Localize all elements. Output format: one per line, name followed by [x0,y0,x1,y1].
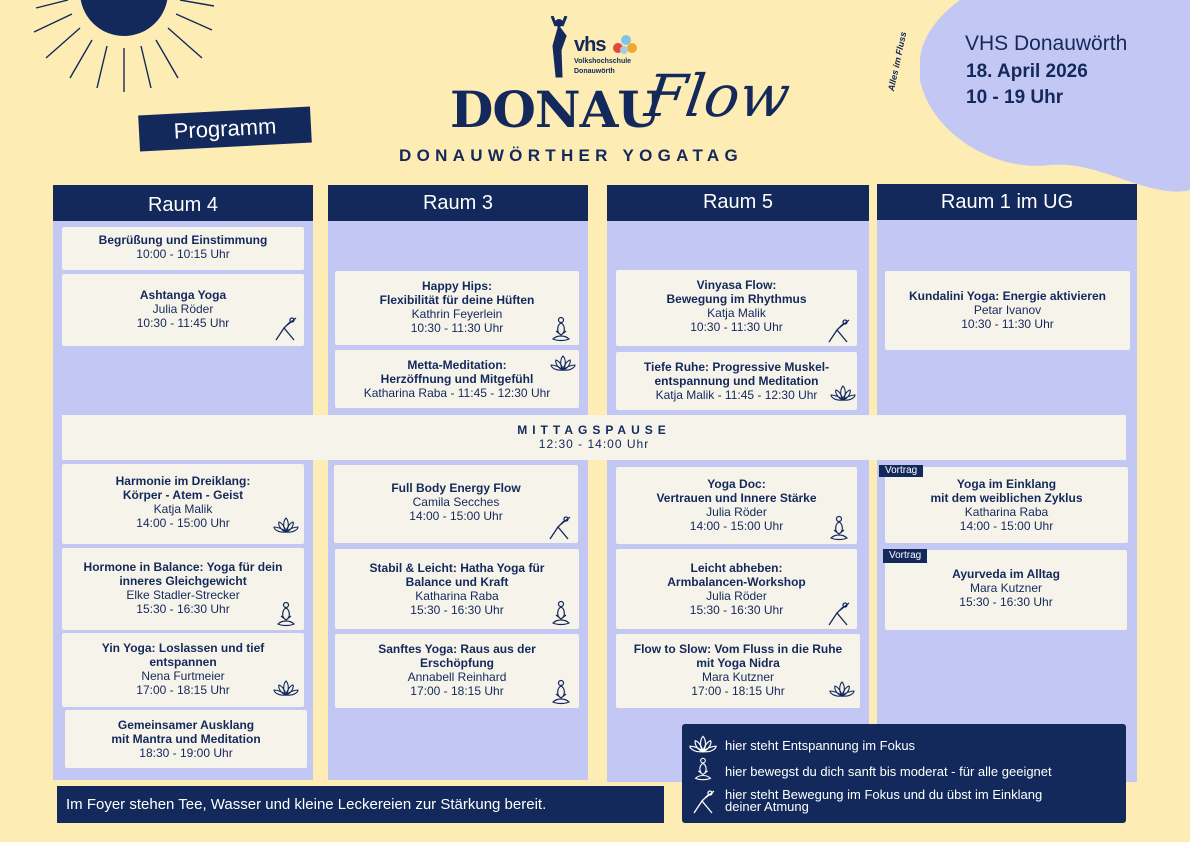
event-card[interactable]: Harmonie im Dreiklang: Körper - Atem - Geist Katja Malik 14:00 - 15:00 Uhr [62,464,304,544]
meditation-icon [272,600,300,628]
legend-text: hier steht Entspannung im Fokus [725,738,916,753]
meditation-icon [547,315,575,343]
vortrag-badge: Vortrag [879,465,923,477]
sun-illustration [0,0,220,100]
event-card[interactable]: Hormone in Balance: Yoga für dein inneres Gleichgewicht Elke Stadler-Strecker 15:30 - 16:30 Uhr [62,548,304,630]
event-card[interactable]: Ashtanga Yoga Julia Röder 10:30 - 11:45 Uhr [62,274,304,346]
event-card[interactable]: Happy Hips: Flexibilität für deine Hüften Kathrin Feyerlein 10:30 - 11:30 Uhr [335,271,579,345]
lotus-icon [549,350,577,378]
meditation-icon [547,599,575,627]
event-card[interactable]: Leicht abheben: Armbalancen-Workshop Julia Röder 15:30 - 16:30 Uhr [616,549,857,629]
lotus-icon [828,676,856,704]
title-script: Flow [641,62,795,130]
vhs-logo: vhs Volkshochschule Donauwörth [548,16,648,80]
venue: VHS Donauwörth [965,32,1128,55]
event-card[interactable]: Gemeinsamer Ausklang mit Mantra und Meditation 18:30 - 19:00 Uhr [65,710,307,768]
lotus-icon [272,675,300,703]
room-header-4: Raum 4 [53,185,313,221]
event-card[interactable]: Vinyasa Flow: Bewegung im Rhythmus Katja Malik 10:30 - 11:30 Uhr [616,270,857,346]
yoga-pose-icon [546,513,574,541]
event-card[interactable]: Yoga Doc: Vertrauen und Innere Stärke Julia Röder 14:00 - 15:00 Uhr [616,467,857,544]
meditation-icon [547,678,575,706]
event-date: 18. April 2026 [966,61,1088,82]
event-card[interactable]: Yoga im Einklang mit dem weiblichen Zyklus Katharina Raba 14:00 - 15:00 Uhr [885,467,1128,543]
subtitle: DONAUWÖRTHER YOGATAG [399,146,743,165]
room-header-1: Raum 1 im UG [877,184,1137,220]
event-card[interactable]: Yin Yoga: Loslassen und tief entspannen Nena Furtmeier 17:00 - 18:15 Uhr [62,633,304,707]
lotus-icon [829,380,857,408]
lunch-break-banner: MITTAGSPAUSE 12:30 - 14:00 Uhr [62,415,1126,460]
event-card[interactable]: Kundalini Yoga: Energie aktivieren Petar Ivanov 10:30 - 11:30 Uhr [885,271,1130,350]
event-card[interactable]: Stabil & Leicht: Hatha Yoga für Balance und Kraft Katharina Raba 15:30 - 16:30 Uhr [335,549,579,629]
lotus-icon [686,732,720,756]
event-card[interactable]: Metta-Meditation: Herzöffnung und Mitgefühl Katharina Raba - 11:45 - 12:30 Uhr [335,350,579,408]
room-header-3: Raum 3 [328,185,588,221]
event-card[interactable]: Sanftes Yoga: Raus aus der Erschöpfung Annabell Reinhard 17:00 - 18:15 Uhr [335,634,579,708]
legend-text: hier steht Bewegung im Fokus und du übst im Einklang deiner Atmung [725,787,1043,814]
meditation-icon [690,756,716,782]
slogan: Alles im Fluss [886,30,909,93]
vhs-logo-dots [612,34,640,56]
event-card[interactable]: Full Body Energy Flow Camila Secches 14:00 - 15:00 Uhr [334,465,578,543]
event-card[interactable]: Flow to Slow: Vom Fluss in die Ruhe mit Yoga Nidra Mara Kutzner 17:00 - 18:15 Uhr [616,634,860,708]
programm-label: Programm [138,107,312,152]
event-card[interactable]: Ayurveda im Alltag Mara Kutzner 15:30 - 16:30 Uhr [885,550,1127,630]
event-card[interactable]: Tiefe Ruhe: Progressive Muskel- entspannung und Meditation Katja Malik - 11:45 - 12:30 Uhr [616,352,857,410]
legend-box [682,724,1126,823]
yoga-pose-icon [825,599,853,627]
yoga-pose-icon [272,314,300,342]
meditation-icon [825,514,853,542]
yoga-pose-icon [825,316,853,344]
legend-text: hier bewegst du dich sanft bis moderat - für alle geeignet [725,764,1052,779]
title-main: DONAU [450,80,661,139]
room-header-5: Raum 5 [607,185,869,221]
vortrag-badge: Vortrag [883,549,927,563]
footer-note: Im Foyer stehen Tee, Wasser und kleine Leckereien zur Stärkung bereit. [57,786,664,823]
yoga-pose-icon [690,786,718,816]
lotus-icon [272,512,300,540]
event-time: 10 - 19 Uhr [966,87,1064,108]
yoga-figure-icon [548,16,570,78]
event-card[interactable]: Begrüßung und Einstimmung 10:00 - 10:15 Uhr [62,227,304,270]
